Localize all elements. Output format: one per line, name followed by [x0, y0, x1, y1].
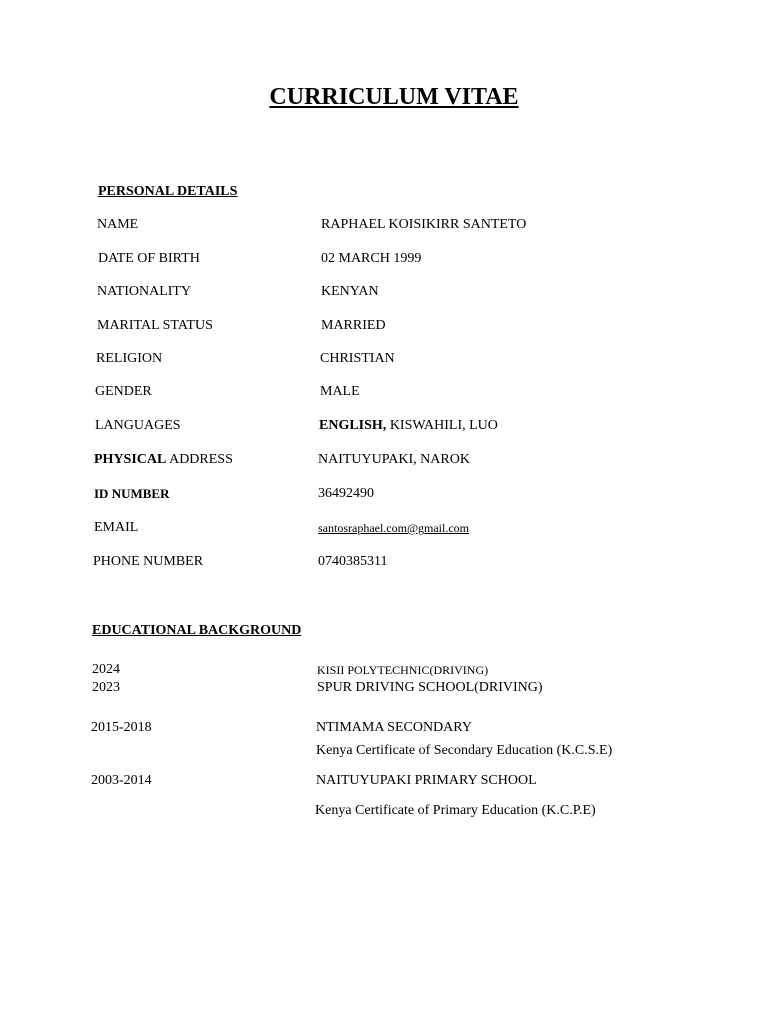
- religion-label: RELIGION: [96, 351, 163, 366]
- education-school: NTIMAMA SECONDARY: [316, 720, 472, 735]
- phone-label: PHONE NUMBER: [93, 554, 204, 569]
- email-label: EMAIL: [94, 520, 139, 535]
- languages-value: [319, 418, 498, 434]
- education-school: NAITUYUPAKI PRIMARY SCHOOL: [316, 773, 537, 788]
- education-award: Kenya Certificate of Primary Education (K.C.P.E): [315, 803, 596, 818]
- nationality-label: NATIONALITY: [97, 284, 192, 299]
- page-title: CURRICULUM VITAE: [269, 84, 519, 110]
- education-year: 2024: [92, 662, 120, 677]
- languages-label: LANGUAGES: [95, 418, 181, 433]
- education-award: Kenya Certificate of Secondary Education (K.C.S.E): [316, 743, 613, 758]
- address-label-bold: PHYSICAL: [94, 452, 167, 467]
- address-label-rest: ADDRESS: [166, 452, 233, 467]
- education-school: KISII POLYTECHNIC(DRIVING): [317, 663, 489, 677]
- name-label: NAME: [97, 217, 139, 232]
- address-value: NAITUYUPAKI, NAROK: [318, 452, 470, 467]
- education-year: 2003-2014: [91, 773, 152, 788]
- education-year: 2015-2018: [91, 720, 152, 735]
- education-year: 2023: [92, 680, 120, 695]
- gender-label: GENDER: [95, 384, 152, 399]
- marital-status-value: MARRIED: [321, 318, 386, 333]
- address-label: [94, 452, 233, 468]
- education-heading: EDUCATIONAL BACKGROUND: [92, 623, 302, 638]
- dob-value: 02 MARCH 1999: [321, 251, 422, 266]
- religion-value: CHRISTIAN: [320, 351, 395, 366]
- dob-label: DATE OF BIRTH: [98, 251, 200, 266]
- id-number-value: 36492490: [318, 486, 374, 501]
- id-number-label: ID NUMBER: [94, 486, 170, 501]
- email-link[interactable]: santosraphael.com@gmail.com: [318, 521, 470, 535]
- phone-value: 0740385311: [318, 554, 388, 569]
- personal-details-heading: PERSONAL DETAILS: [98, 184, 238, 199]
- gender-value: MALE: [320, 384, 360, 399]
- languages-primary: ENGLISH,: [319, 418, 387, 433]
- education-school: SPUR DRIVING SCHOOL(DRIVING): [317, 680, 543, 695]
- marital-status-label: MARITAL STATUS: [97, 318, 213, 333]
- languages-others: KISWAHILI, LUO: [386, 418, 498, 433]
- nationality-value: KENYAN: [321, 284, 379, 299]
- name-value: RAPHAEL KOISIKIRR SANTETO: [321, 217, 527, 232]
